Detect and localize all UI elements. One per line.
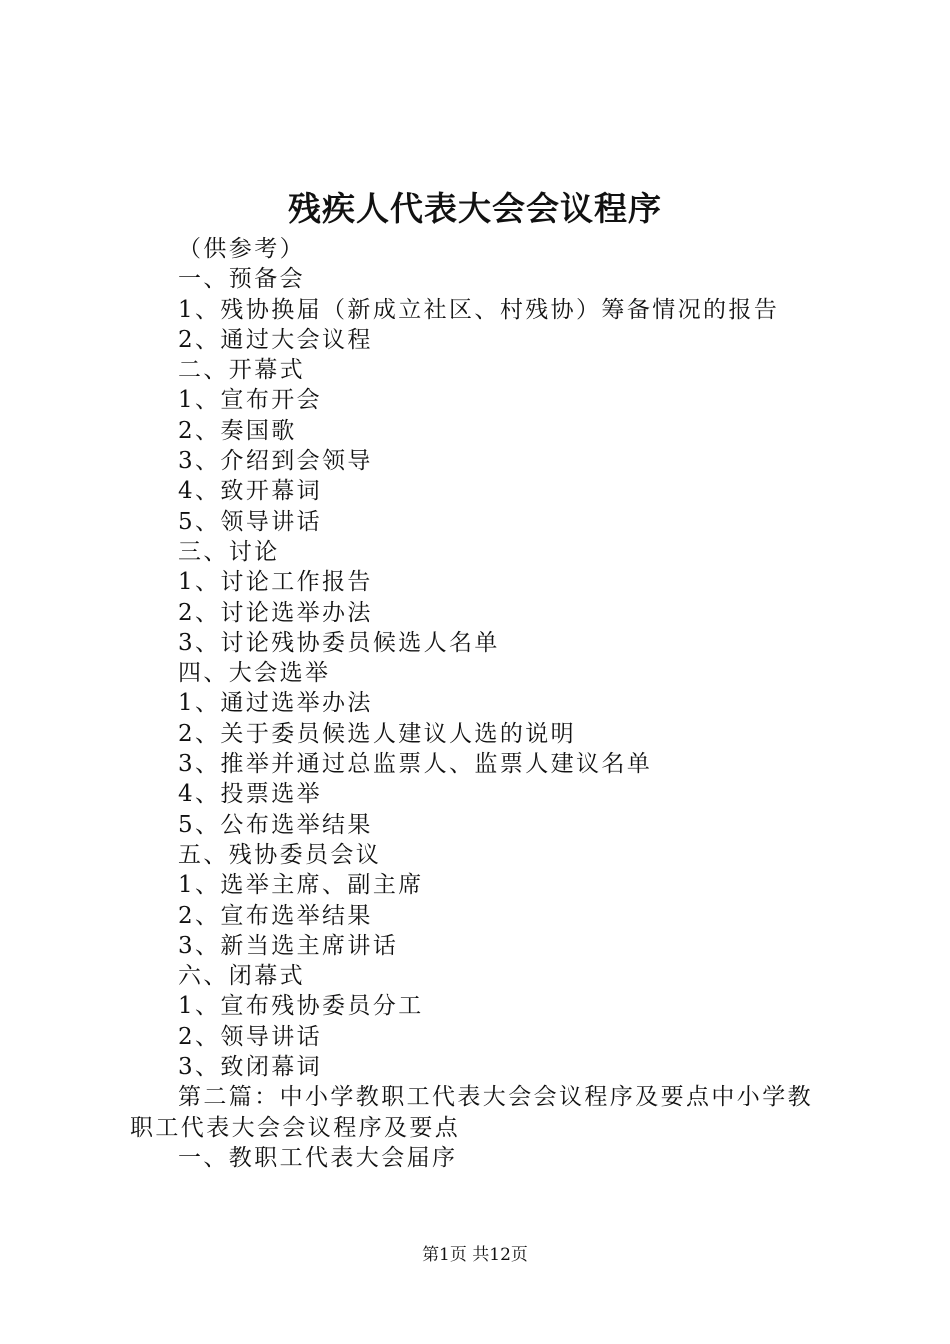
list-item: 4、投票选举 <box>178 781 323 808</box>
section-heading: 一、预备会 <box>178 266 305 293</box>
list-item: 2、宣布选举结果 <box>178 902 373 929</box>
section-heading: 一、教职工代表大会届序 <box>178 1144 458 1171</box>
list-item: 3、介绍到会领导 <box>178 448 373 475</box>
text-line: （供参考） <box>178 236 305 262</box>
section-heading: 四、大会选举 <box>178 660 331 687</box>
list-item: 2、通过大会议程 <box>178 326 373 353</box>
list-item: 1、通过选举办法 <box>178 690 373 717</box>
list-item: 3、推举并通过总监票人、监票人建议名单 <box>178 751 653 778</box>
section-heading: 五、残协委员会议 <box>178 841 382 868</box>
page-footer: 第1页 共12页 <box>422 1245 528 1265</box>
list-item: 5、公布选举结果 <box>178 811 373 838</box>
list-item: 3、新当选主席讲话 <box>178 932 399 959</box>
document-body <box>130 234 830 1173</box>
list-item: 1、宣布开会 <box>178 387 323 414</box>
section-heading: 六、闭幕式 <box>178 963 305 990</box>
list-item: 5、领导讲话 <box>178 508 323 535</box>
list-item: 2、讨论选举办法 <box>178 599 373 626</box>
list-item: 1、残协换届（新成立社区、村残协）筹备情况的报告 <box>178 296 780 323</box>
list-item: 2、奏国歌 <box>178 417 297 444</box>
list-item: 3、致闭幕词 <box>178 1054 323 1081</box>
document-title: 残疾人代表大会会议程序 <box>288 189 662 228</box>
list-item: 2、领导讲话 <box>178 1023 323 1050</box>
list-item: 1、讨论工作报告 <box>178 569 373 596</box>
section-heading: 二、开幕式 <box>178 357 305 384</box>
list-item: 2、关于委员候选人建议人选的说明 <box>178 720 577 747</box>
second-part-paragraph: 第二篇：中小学教职工代表大会会议程序及要点中小学教职工代表大会会议程序及要点 <box>130 1084 813 1141</box>
list-item: 1、宣布残协委员分工 <box>178 993 424 1020</box>
list-item: 1、选举主席、副主席 <box>178 872 424 899</box>
list-item: 3、讨论残协委员候选人名单 <box>178 629 500 656</box>
section-heading: 三、讨论 <box>178 538 280 565</box>
list-item: 4、致开幕词 <box>178 478 323 505</box>
